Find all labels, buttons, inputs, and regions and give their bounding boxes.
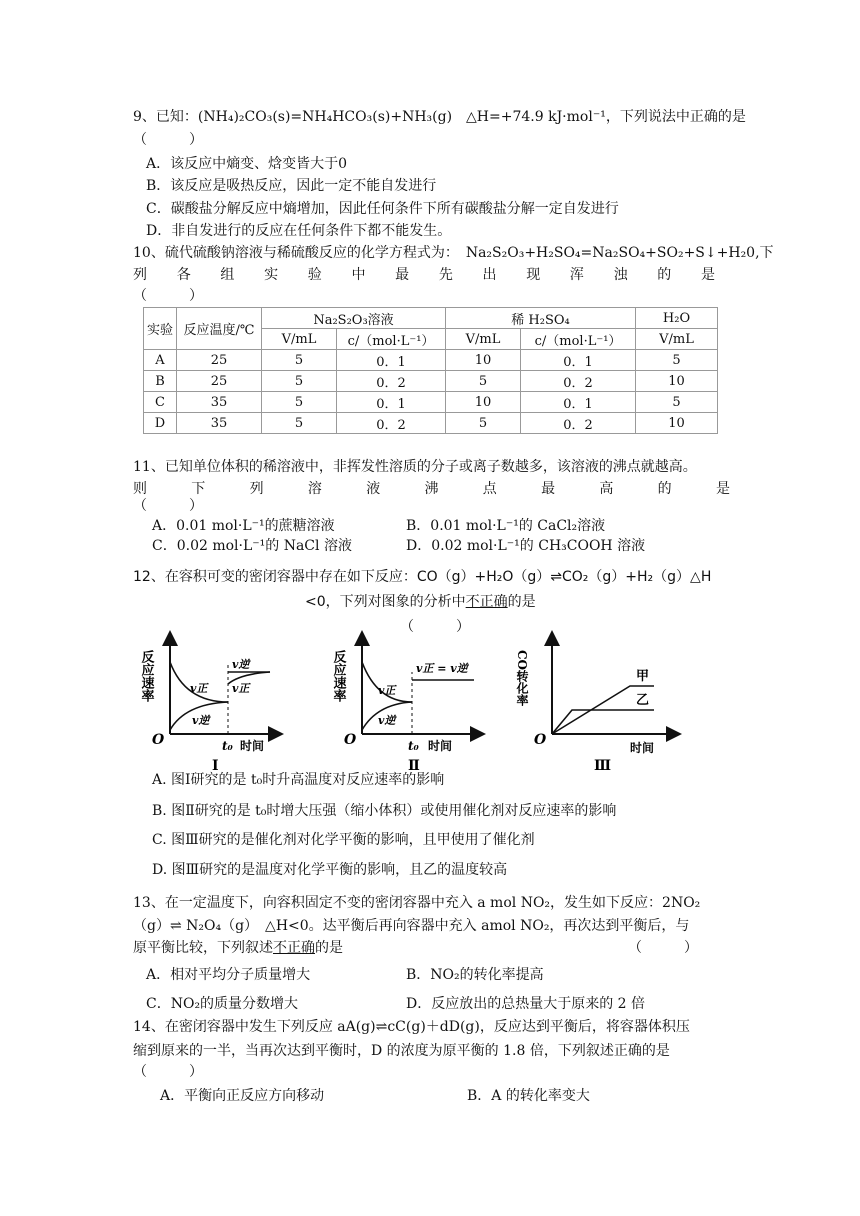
q13-option-c: C．NO₂的质量分数增大 <box>146 996 299 1012</box>
q14-answer-paren: （ ） <box>133 1064 203 1080</box>
q12-option-c: C. 图Ⅲ研究的是催化剂对化学平衡的影响，且甲使用了催化剂 <box>152 832 535 848</box>
origin-label: O <box>344 732 357 748</box>
table-header-na2s2o3: Na₂S₂O₃溶液 <box>262 308 446 329</box>
q11-stem-cont: 则 下 列 溶 液 沸 点 最 高 的 是 <box>133 481 730 497</box>
y-label-1: 反应速率 <box>138 650 154 702</box>
table-header-c: c/（mol·L⁻¹） <box>521 329 636 350</box>
v-label: v逆 <box>192 714 210 727</box>
q13-option-b: B．NO₂的转化率提高 <box>406 967 544 983</box>
q11-option-c: C．0.02 mol·L⁻¹的 NaCl 溶液 <box>152 538 352 554</box>
q10-answer-paren: （ ） <box>133 288 203 304</box>
y-label-3: CO转化率 <box>515 650 529 707</box>
q12-stem: 12、在容积可变的密闭容器中存在如下反应：CO（g）+H₂O（g）⇌CO₂（g）+H₂（g）△H <box>133 569 712 585</box>
v-label: v逆 <box>378 714 396 727</box>
v-label: v正 <box>232 682 250 695</box>
q11-answer-paren: （ ） <box>133 498 203 514</box>
q13-stem: 13、在一定温度下，向容积固定不变的密闭容器中充入 a mol NO₂，发生如下反应：2NO₂ <box>133 895 701 911</box>
q12-option-b: B. 图Ⅱ研究的是 t₀时增大压强（缩小体积）或使用催化剂对反应速率的影响 <box>152 803 617 819</box>
q13-stem-cont: （g）⇌ N₂O₄（g） △H<0。达平衡后再向容器中充入 amol NO₂，再次达到平衡后，与 <box>133 918 690 934</box>
figure-2-rate-time-graph <box>332 632 482 774</box>
q10-experiment-table <box>143 307 718 434</box>
q13-stem-cont2: 原平衡比较，下列叙述不正确的是 <box>133 940 343 956</box>
v-equal-label: v正 = v逆 <box>416 662 468 675</box>
table-header-h2o: H₂O <box>636 308 718 329</box>
q10-stem: 10、硫代硫酸钠溶液与稀硫酸反应的化学方程式为： Na₂S₂O₃+H₂SO₄=Na₂SO₄+SO₂+S↓+H₂0,下 <box>133 245 774 261</box>
q13-option-a: A．相对平均分子质量增大 <box>146 967 311 983</box>
q9-option-d: D．非自发进行的反应在任何条件下都不能发生。 <box>146 223 452 239</box>
table-header-temp: 反应温度/℃ <box>177 308 262 350</box>
y-label-2: 反应速率 <box>330 650 346 702</box>
q14-option-b: B．A 的转化率变大 <box>467 1088 590 1104</box>
q11-option-d: D．0.02 mol·L⁻¹的 CH₃COOH 溶液 <box>406 538 646 554</box>
q13-answer-paren: （ ） <box>628 940 698 956</box>
origin-label: O <box>534 732 547 748</box>
q12-answer-paren: （ ） <box>400 619 470 635</box>
q9-answer-paren: （ ） <box>133 132 203 148</box>
q9-option-b: B．该反应是吸热反应，因此一定不能自发进行 <box>146 178 437 194</box>
series-label-yi: 乙 <box>636 693 650 708</box>
series-label-jia: 甲 <box>636 669 650 684</box>
figure-number: Ⅰ <box>212 758 219 774</box>
v-label: v正 <box>190 682 208 695</box>
figure-number: Ⅱ <box>408 758 420 774</box>
q14-stem: 14、在密闭容器中发生下列反应 aA(g)⇌cC(g)＋dD(g)，反应达到平衡后，将容器体积压 <box>133 1019 690 1035</box>
q14-option-a: A．平衡向正反应方向移动 <box>160 1088 325 1104</box>
table-header-h2so4: 稀 H₂SO₄ <box>446 308 636 329</box>
q11-option-b: B．0.01 mol·L⁻¹的 CaCl₂溶液 <box>406 518 606 534</box>
q12-option-d: D. 图Ⅲ研究的是温度对化学平衡的影响，且乙的温度较高 <box>152 862 508 878</box>
table-header-c: c/（mol·L⁻¹） <box>337 329 446 350</box>
q9-option-a: A．该反应中熵变、焓变皆大于0 <box>146 156 348 172</box>
x-label: 时间 <box>630 741 655 755</box>
figure-3-conversion-time-graph <box>515 632 678 774</box>
t0-label: t₀ <box>222 739 233 753</box>
figure-number: Ⅲ <box>594 758 612 774</box>
x-label: 时间 <box>428 739 453 753</box>
q9-stem: 9、已知：(NH₄)₂CO₃(s)=NH₄HCO₃(s)+NH₃(g) △H=+74.9 kJ·mol⁻¹，下列说法中正确的是 <box>133 109 746 125</box>
q12-option-a: A. 图Ⅰ研究的是 t₀时升高温度对反应速率的影响 <box>152 772 445 788</box>
table-header-v: V/mL <box>262 329 337 350</box>
table-row: C 35 5 0．1 10 0．1 5 <box>144 392 718 413</box>
q11-stem: 11、已知单位体积的稀溶液中，非挥发性溶质的分子或离子数越多，该溶液的沸点就越高。 <box>133 459 697 475</box>
q13-option-d: D．反应放出的总热量大于原来的 2 倍 <box>406 996 646 1012</box>
t0-label: t₀ <box>408 739 419 753</box>
v-label: v逆 <box>232 658 250 671</box>
q12-stem-cont: <0，下列对图象的分析中不正确的是 <box>305 594 536 610</box>
q10-stem-cont: 列 各 组 实 验 中 最 先 出 现 浑 浊 的 是 <box>133 267 715 283</box>
q11-option-a: A．0.01 mol·L⁻¹的蔗糖溶液 <box>152 518 335 534</box>
table-header-v: V/mL <box>446 329 521 350</box>
v-label: v正 <box>378 684 396 697</box>
q14-stem-cont: 缩到原来的一半，当再次达到平衡时，D 的浓度为原平衡的 1.8 倍，下列叙述正确的是 <box>133 1043 670 1059</box>
table-row: D 35 5 0．2 5 0．2 10 <box>144 413 718 434</box>
q9-option-c: C．碳酸盐分解反应中熵增加，因此任何条件下所有碳酸盐分解一定自发进行 <box>146 201 619 217</box>
table-header-v: V/mL <box>636 329 718 350</box>
x-label: 时间 <box>240 739 265 753</box>
table-row: A 25 5 0．1 10 0．1 5 <box>144 350 718 371</box>
table-header-exp: 实验 <box>144 308 177 350</box>
figure-1-rate-time-graph <box>140 632 280 774</box>
curve-yi <box>552 710 654 734</box>
origin-label: O <box>152 732 165 748</box>
table-row: B 25 5 0．2 5 0．2 10 <box>144 371 718 392</box>
